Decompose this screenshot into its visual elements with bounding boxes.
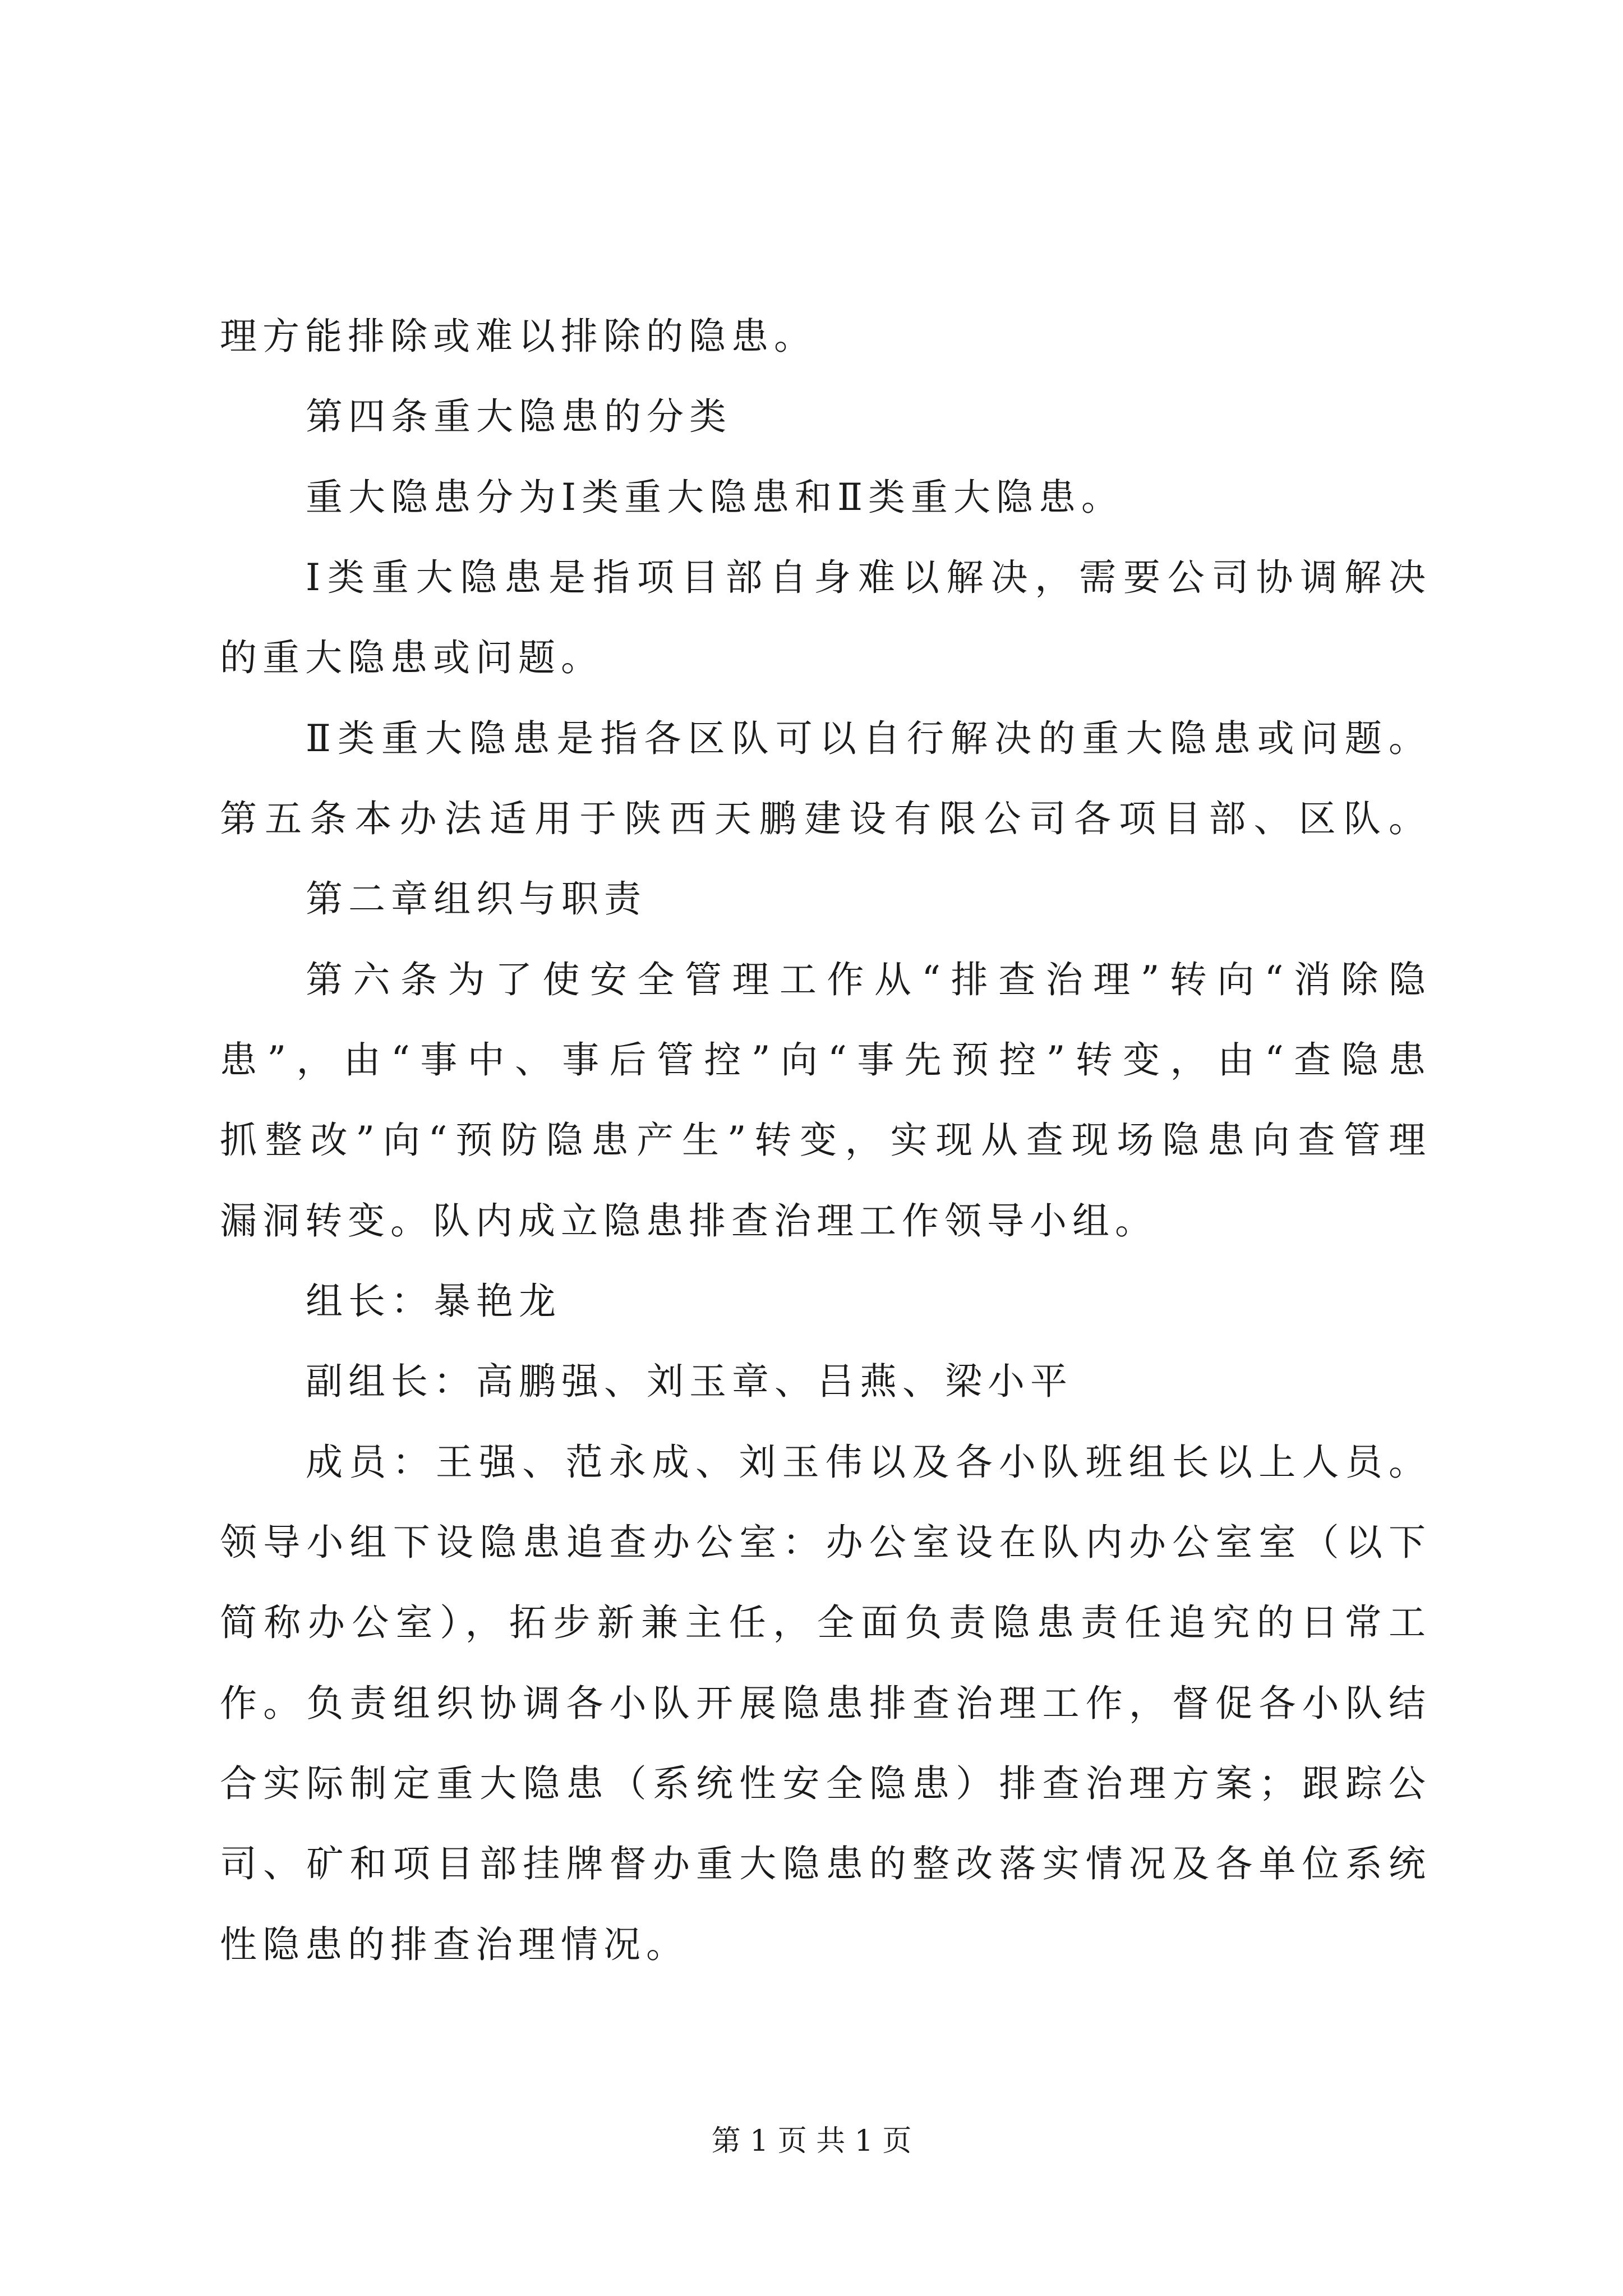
text-line: Ⅱ类重大隐患是指各区队可以自行解决的重大隐患或问题。	[306, 717, 1426, 760]
text-line: 领导小组下设隐患追查办公室：办公室设在队内办公室室（以下	[220, 1521, 1426, 1564]
text-line: 第五条本办法适用于陕西天鹏建设有限公司各项目部、区队。	[220, 797, 1426, 840]
text-line: 重大隐患分为Ⅰ类重大隐患和Ⅱ类重大隐患。	[306, 476, 1124, 519]
text-line: 副组长：高鹏强、刘玉章、吕燕、梁小平	[306, 1360, 1073, 1403]
text-line: 简称办公室），拓步新兼主任，全面负责隐患责任追究的日常工	[220, 1601, 1426, 1644]
page-footer: 第 1 页 共 1 页	[711, 2124, 912, 2158]
text-line: 漏洞转变。队内成立隐患排查治理工作领导小组。	[220, 1199, 1158, 1243]
article-heading: 第四条重大隐患的分类	[306, 395, 732, 438]
text-line: 性隐患的排查治理情况。	[220, 1923, 689, 1966]
text-line: 司、矿和项目部挂牌督办重大隐患的整改落实情况及各单位系统	[220, 1842, 1426, 1885]
text-line: 第六条为了使安全管理工作从“排查治理”转向“消除隐	[306, 958, 1426, 1001]
text-line: 的重大隐患或问题。	[220, 636, 603, 679]
chapter-heading: 第二章组织与职责	[306, 877, 647, 921]
text-line: 组长：暴艳龙	[306, 1280, 561, 1323]
text-line: Ⅰ类重大隐患是指项目部自身难以解决，需要公司协调解决	[306, 556, 1426, 599]
text-line: 合实际制定重大隐患（系统性安全隐患）排查治理方案；跟踪公	[220, 1762, 1426, 1805]
text-line: 抓整改”向“预防隐患产生”转变，实现从查现场隐患向查管理	[220, 1119, 1426, 1162]
text-line: 作。负责组织协调各小队开展隐患排查治理工作，督促各小队结	[220, 1682, 1426, 1725]
text-line: 成员：王强、范永成、刘玉伟以及各小队班组长以上人员。	[306, 1441, 1426, 1484]
text-line: 患”，由“事中、事后管控”向“事先预控”转变，由“查隐患	[220, 1038, 1426, 1082]
text-line: 理方能排除或难以排除的隐患。	[220, 315, 817, 358]
